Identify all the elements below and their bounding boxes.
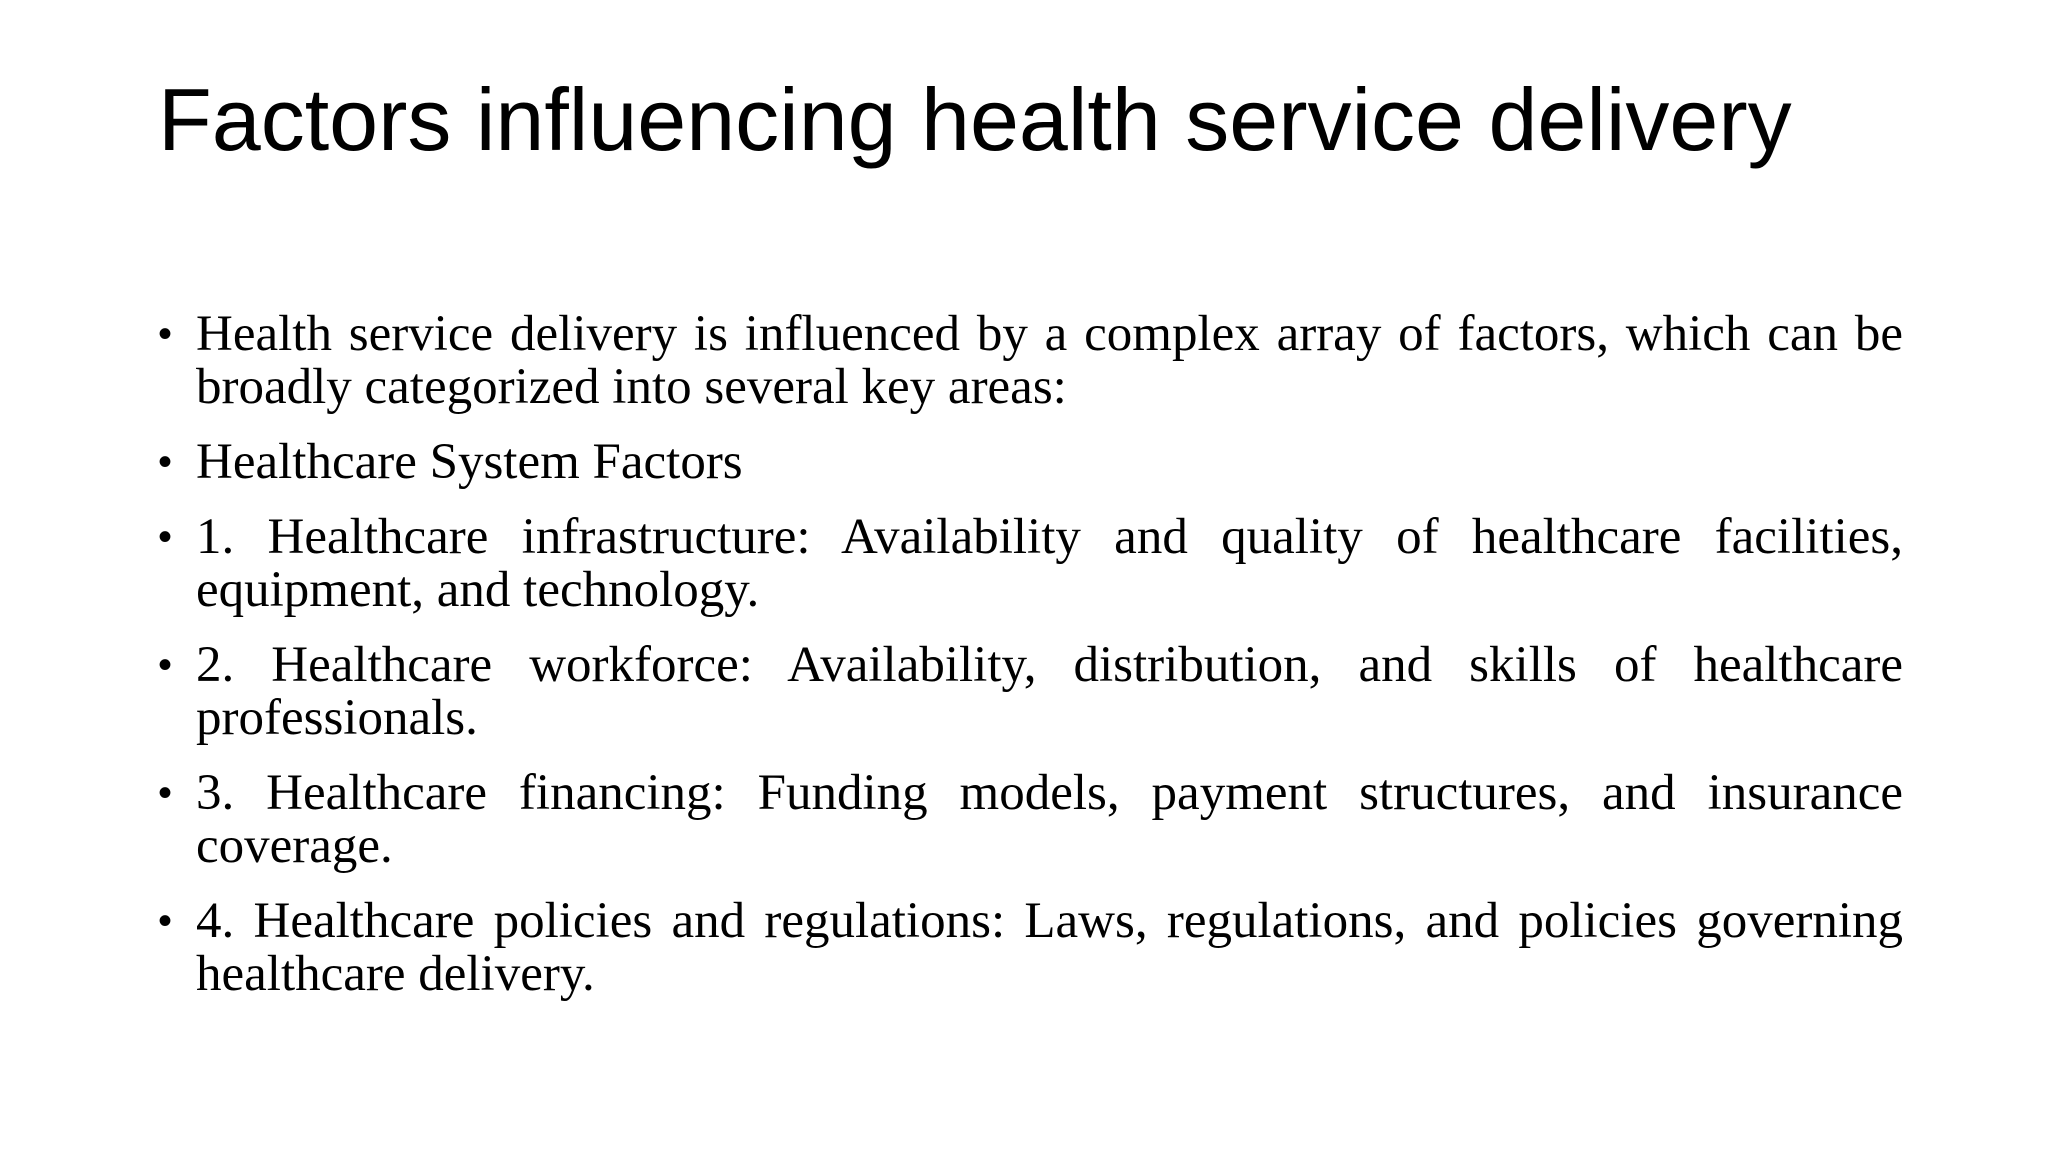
bullet-text: Healthcare System Factors: [196, 434, 743, 490]
bullet-icon: •: [158, 643, 173, 687]
bullet-text: 1. Healthcare infrastructure: Availability and quality of healthcare facilities, equipment, and technology.: [196, 509, 1903, 618]
bullet-text: Health service delivery is influenced by a complex array of factors, which can be broadly categorized into several key areas:: [196, 306, 1903, 415]
slide-title: Factors influencing health service delivery: [158, 70, 1792, 169]
bullet-item: [158, 436, 1903, 489]
bullet-item: [158, 767, 1903, 873]
bullet-text: 3. Healthcare financing: Funding models, payment structures, and insurance coverage.: [196, 765, 1903, 874]
bullet-list: [158, 308, 1903, 1023]
bullet-icon: •: [158, 899, 173, 943]
bullet-item: [158, 511, 1903, 617]
bullet-item: [158, 895, 1903, 1001]
bullet-item: [158, 308, 1903, 414]
bullet-icon: •: [158, 312, 173, 356]
bullet-item: [158, 639, 1903, 745]
bullet-icon: •: [158, 440, 173, 484]
bullet-text: 2. Healthcare workforce: Availability, distribution, and skills of healthcare professionals.: [196, 637, 1903, 746]
bullet-icon: •: [158, 515, 173, 559]
bullet-icon: •: [158, 771, 173, 815]
bullet-text: 4. Healthcare policies and regulations: Laws, regulations, and policies governing healthcare delivery.: [196, 893, 1903, 1002]
